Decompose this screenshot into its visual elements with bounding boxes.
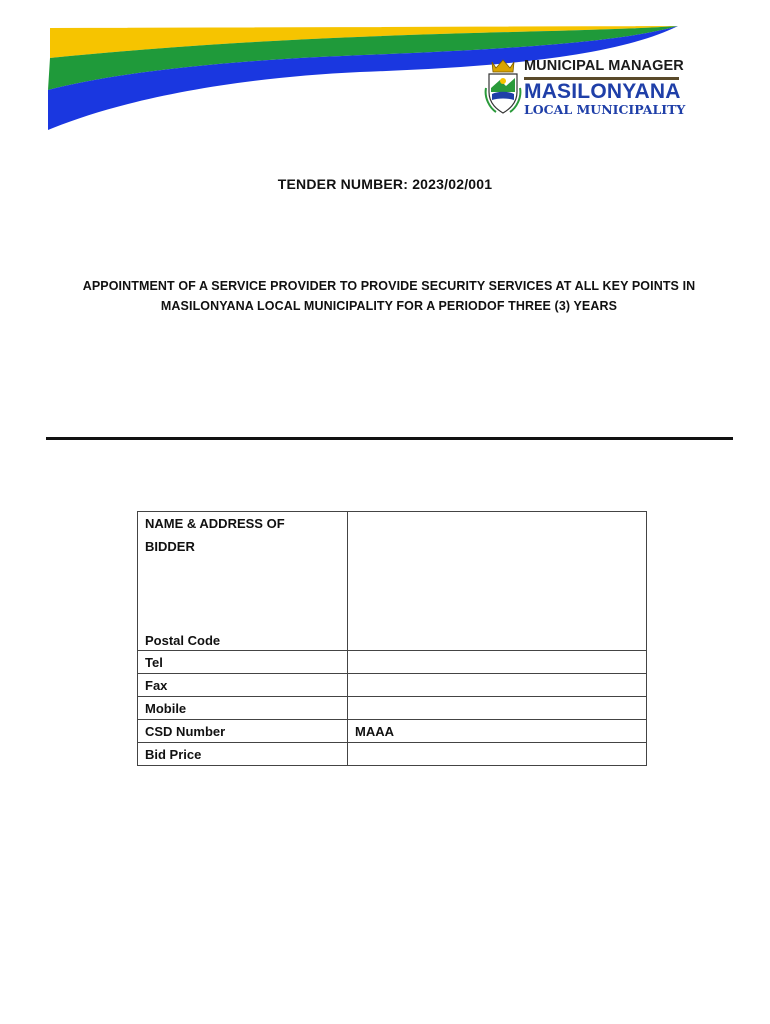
tender-number: TENDER NUMBER: 2023/02/001 <box>277 176 493 192</box>
csd-number-label: CSD Number <box>138 720 348 743</box>
csd-number-field[interactable]: MAAA <box>348 720 647 743</box>
tender-title <box>60 276 718 316</box>
table-row <box>138 512 647 651</box>
name-address-label: NAME & ADDRESS OF BIDDER <box>145 516 285 554</box>
fax-label: Fax <box>138 674 348 697</box>
mobile-field[interactable] <box>348 697 647 720</box>
table-row <box>138 697 647 720</box>
fax-field[interactable] <box>348 674 647 697</box>
mobile-label: Mobile <box>138 697 348 720</box>
tel-label: Tel <box>138 651 348 674</box>
municipal-manager-label: MUNICIPAL MANAGER <box>524 58 684 74</box>
municipality-type: LOCAL MUNICIPALITY <box>524 102 686 117</box>
bidder-details-table <box>137 511 647 766</box>
table-row <box>138 651 647 674</box>
postal-code-label: Postal Code <box>145 633 221 648</box>
name-address-cell <box>138 512 348 651</box>
table-row <box>138 720 647 743</box>
coat-of-arms-icon <box>484 58 522 116</box>
table-row <box>138 674 647 697</box>
municipality-logo <box>484 58 684 118</box>
bid-price-field[interactable] <box>348 743 647 766</box>
section-divider <box>46 437 733 440</box>
tender-title-line-2: MASILONYANA LOCAL MUNICIPALITY FOR A PERIODOF THREE (3) YEARS <box>160 299 618 313</box>
table-row <box>138 743 647 766</box>
bid-price-label: Bid Price <box>138 743 348 766</box>
municipality-name: MASILONYANA <box>524 80 681 103</box>
name-address-field[interactable] <box>348 512 647 651</box>
tel-field[interactable] <box>348 651 647 674</box>
tender-title-line-1: APPOINTMENT OF A SERVICE PROVIDER TO PROVIDE SECURITY SERVICES AT ALL KEY POINTS IN <box>82 279 696 293</box>
